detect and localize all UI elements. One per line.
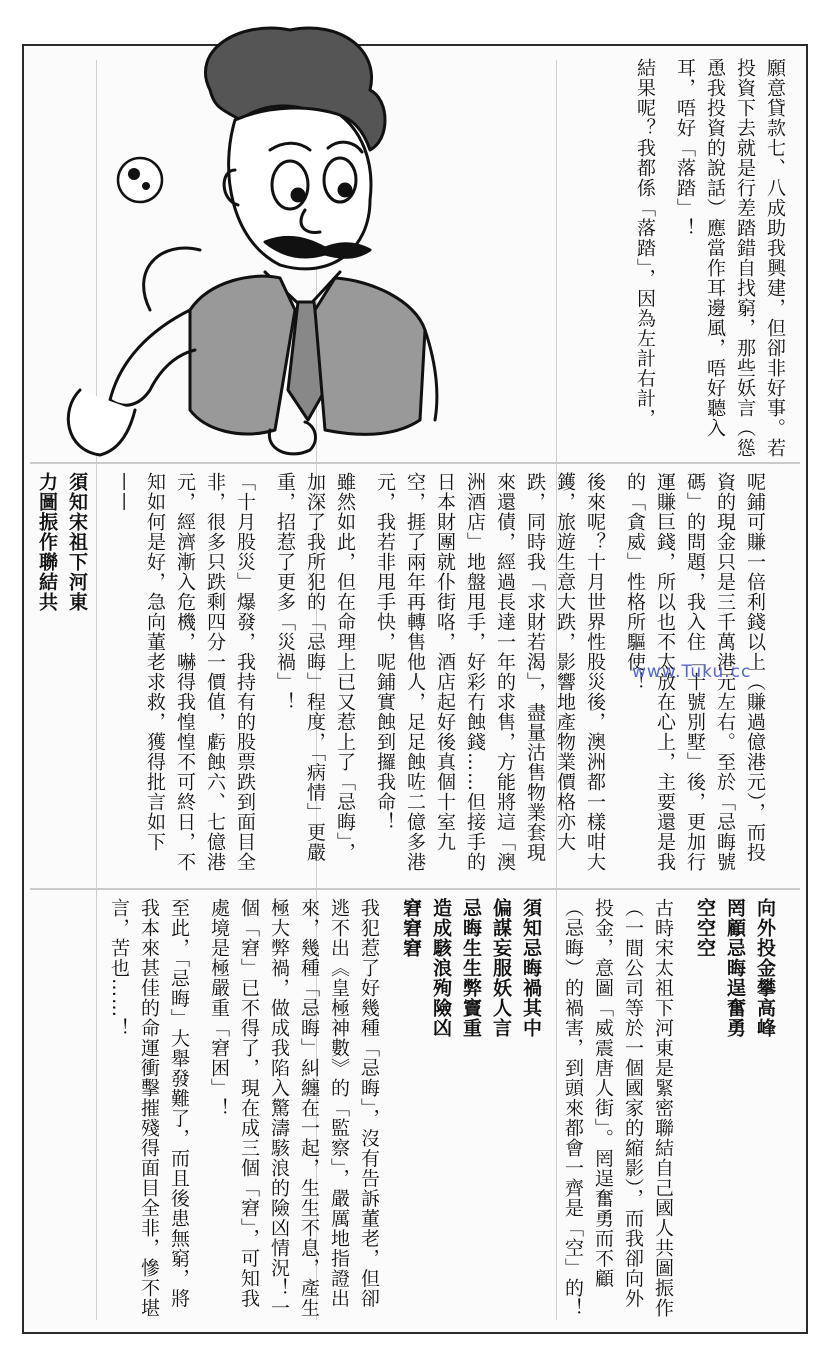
top-text-block (445, 58, 790, 458)
cartoon-man-illustration (40, 10, 440, 470)
poem-line: 向外投金攀高峰 (754, 898, 776, 1038)
poem-line: 罔顧忌晦逞奮勇 (724, 898, 746, 1038)
paragraph: 結果呢？我都係「落踏」，因為左計右計， (634, 58, 656, 429)
watermark: www.Tuku.cc (632, 662, 752, 682)
paragraph: 「十月股災」爆發，我持有的股票跌到面目全非，很多只跌剩四分一價值，虧蝕六、七億港元，經濟漸入危機，嚇得我惶惶不可終日，不知如何是好，急向董老求救，獲得批言如下—— (114, 472, 256, 872)
paragraph: 後來呢？十月世界性股災後，澳洲都一樣咁大鑊，旅遊生意大跌，影響地產物業價格亦大跌，同時我「求財若渴」，盡量沽售物業套現來還債，經過長達一年的求售，方能將這「澳洲酒店」地盤甩手，好彩冇蝕錢……但接手的日本財團就仆街咯，酒店起好後真個十室九空，捱了兩年再轉售他人，足足蝕咗二億多港元，我若非甩手快，呢鋪實蝕到攞我命！ (374, 472, 606, 872)
paragraph: 呢鋪可賺一倍利錢以上（賺過億港元），而投資的現金只是三千萬港元左右。至於「忌晦號碼」的問題，我入住「十號別墅」後，更加行運賺巨錢，所以也不太放在心上，主要還是我的「貪威」性格所驅使！ (624, 472, 766, 872)
paragraph: 古時宋太祖下河東是緊密聯結自己國人共圖振作（一間公司等於一個國家的縮影），而我卻向外投金，意圖「威震唐人街」。罔逞奮勇而不顧（忌晦）的禍害，到頭來都會一齊是「空」的！ (562, 898, 674, 1318)
poem-line: 忌晦生生弊竇重 (460, 898, 482, 1038)
paragraph: 雖然如此，但在命理上已又惹上了「忌晦」，加深了我所犯的「忌晦」程度，「病情」更嚴重，招惹了更多「災禍」！ (274, 472, 356, 863)
bottom-text-block (100, 898, 780, 1318)
poem-line: 造成駭浪殉險凶 (430, 898, 452, 1038)
poem-line: 力圖振作聯結共 (36, 472, 58, 612)
paragraph: 我犯惹了好幾種「忌晦」，沒有告訴董老，但卻逃不出《皇極神數》的「監察」，嚴厲地指證出來，幾種「忌晦」糾纏在一起，生生不息，產生極大弊禍，做成我陷入驚濤駭浪的險凶情況！一個「窘」已不得了，現在成三個「窘」，可知我處境是極嚴重「窘困」！ (208, 898, 380, 1318)
section-divider (30, 888, 800, 890)
poem-line: 空空空 (694, 898, 716, 958)
paragraph: 願意貸款七、八成助我興建，但卻非好事。若投資下去就是行差踏錯自找窮，那些妖言（慫恿我投資的說話）應當作耳邊風，唔好聽入耳，唔好「落踏」！ (674, 58, 786, 458)
paragraph: 至此，「忌晦」大舉發難了，而且後患無窮，將我本來甚佳的命運衝擊摧殘得面目全非，慘不堪言，苦也……！ (108, 898, 190, 1318)
poem-line: 窘窘窘 (400, 898, 422, 958)
poem-line: 須知宋祖下河東 (66, 472, 88, 612)
poem-line: 須知忌晦禍其中 (520, 898, 542, 1038)
poem-line: 偏謀妄服妖人言 (490, 898, 512, 1038)
